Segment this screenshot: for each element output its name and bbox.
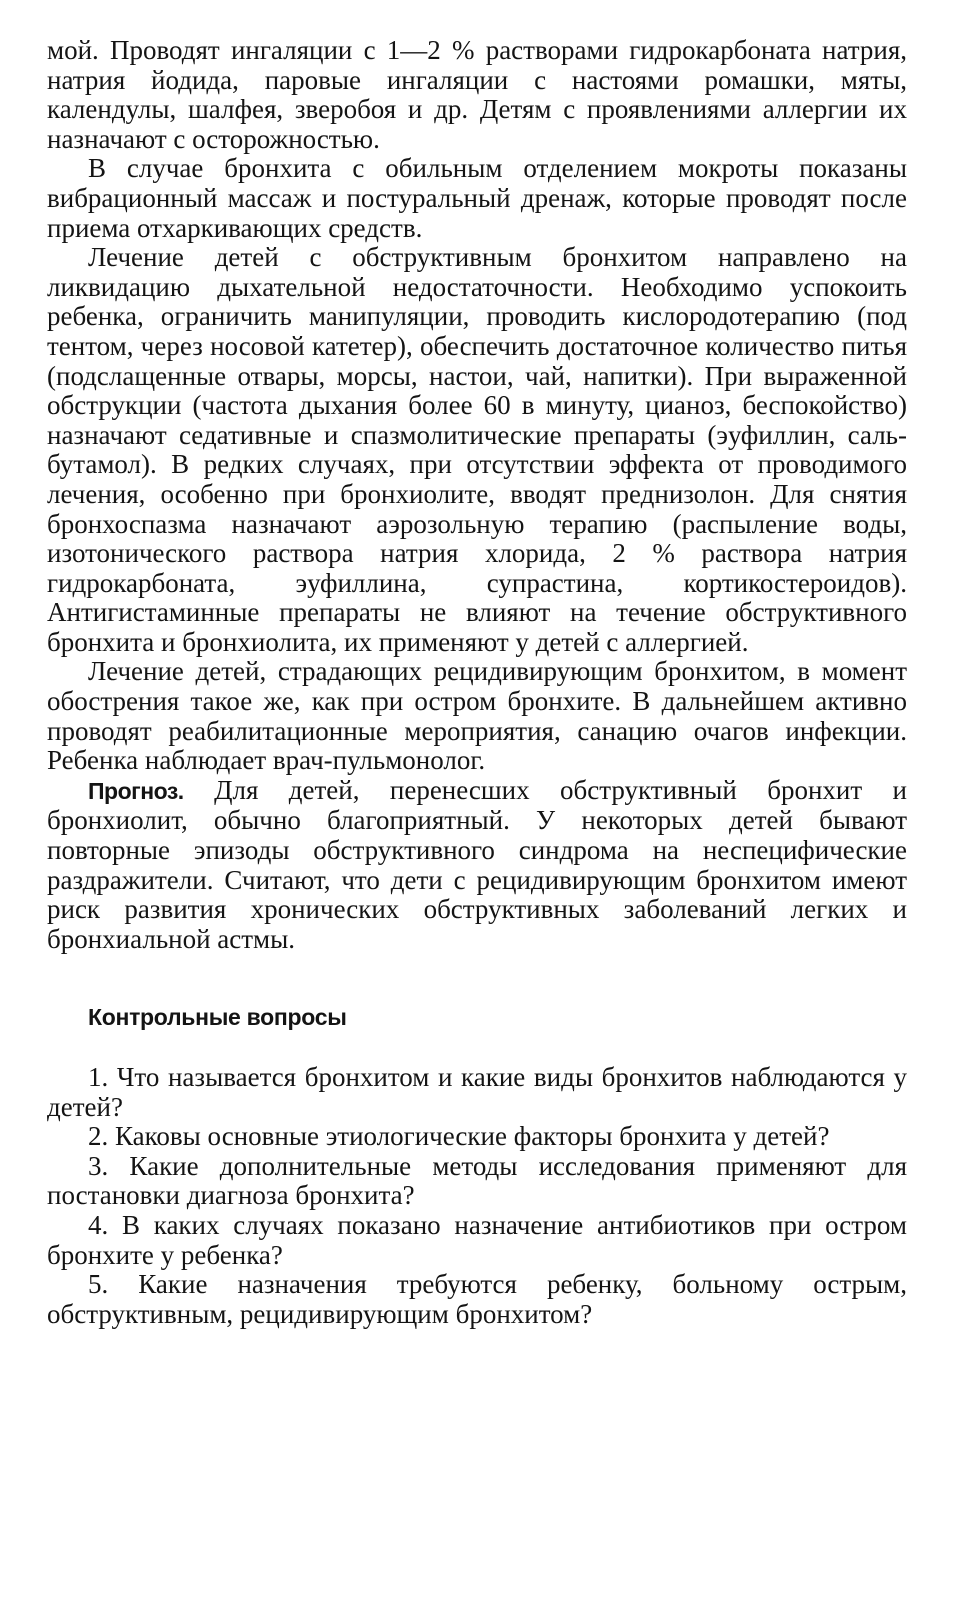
paragraph-prognosis <box>47 776 907 955</box>
question-item: 5. Какие назначения требуются ребенку, больному острым, обструктивным, рецидивирующим бронхитом? <box>47 1269 907 1329</box>
prognosis-text: Для детей, перенесших обструктивный бронхит и бронхиолит, обычно благоприятный. У некоторых детей бывают повторные эпизоды обструктивного синдрома на неспецифические раздражители. Считают, что дети с рецидивирующим бронхитом имеют риск развития хронических обструктивных заболеваний легких и бронхиальной астмы. <box>47 774 907 954</box>
paragraph-obstructive-treatment: Лечение детей с обструктивным бронхитом направлено на ликвидацию дыхательной недостаточности. Необходимо успокоить ребенка, ограничить манипуляции, проводить кислородотерапию (под тентом, через носовой катетер), обеспечить достаточное количество питья (подслащенные отвары, морсы, настои, чай, напитки). При выраженной обструкции (частота дыхания более 60 в минуту, цианоз, беспокойство) назначают седативные и спазмолитические препараты (эуфиллин, сальбутамол). В редких случаях, при отсутствии эффекта от проводимого лечения, особенно при бронхиолите, вводят преднизолон. Для снятия бронхоспазма назначают аэрозольную терапию (распыление воды, изотонического раствора натрия хлорида, 2 % раствора натрия гидрокарбоната, эуфиллина, супрастина, кортикостероидов). Антигистаминные препараты не влияют на течение обструктивного бронхита и бронхиолита, их применяют у детей с аллергией. <box>47 242 907 657</box>
question-item: 3. Какие дополнительные методы исследования применяют для постановки диагноза бронхита? <box>47 1150 907 1211</box>
question-item: 2. Каковы основные этиологические факторы бронхита у детей? <box>88 1121 830 1152</box>
paragraph-massage-drainage: В случае бронхита с обильным отделением мокроты показаны вибрационный массаж и постуральный дренаж, которые проводят после приема отхаркивающих средств. <box>47 153 907 243</box>
question-item: 4. В каких случаях показано назначение антибиотиков при остром бронхите у ребенка? <box>47 1209 907 1270</box>
paragraph-recurrent-treatment: Лечение детей, страдающих рецидивирующим бронхитом, в момент обострения такое же, как при остром бронхите. В дальнейшем активно проводят реабилитационные мероприятия, санацию очагов инфекции. Ребенка наблюдает врач-пульмонолог. <box>47 656 907 776</box>
page-content <box>47 36 907 1329</box>
prognosis-label: Прогноз. <box>88 777 184 804</box>
question-item: 1. Что называется бронхитом и какие виды бронхитов наблюдаются у детей? <box>47 1062 907 1122</box>
paragraph-inhalations: мой. Проводят ингаляции с 1—2 % растворами гидрокарбоната натрия, натрия йодида, паровые ингаляции с настоями ромашки, мяты, календулы, шалфея, зверобоя и др. Детям с проявлениями аллергии их назначают с осторожностью. <box>47 35 907 154</box>
questions-list <box>47 1063 907 1329</box>
section-heading-questions: Контрольные вопросы <box>88 1004 347 1031</box>
